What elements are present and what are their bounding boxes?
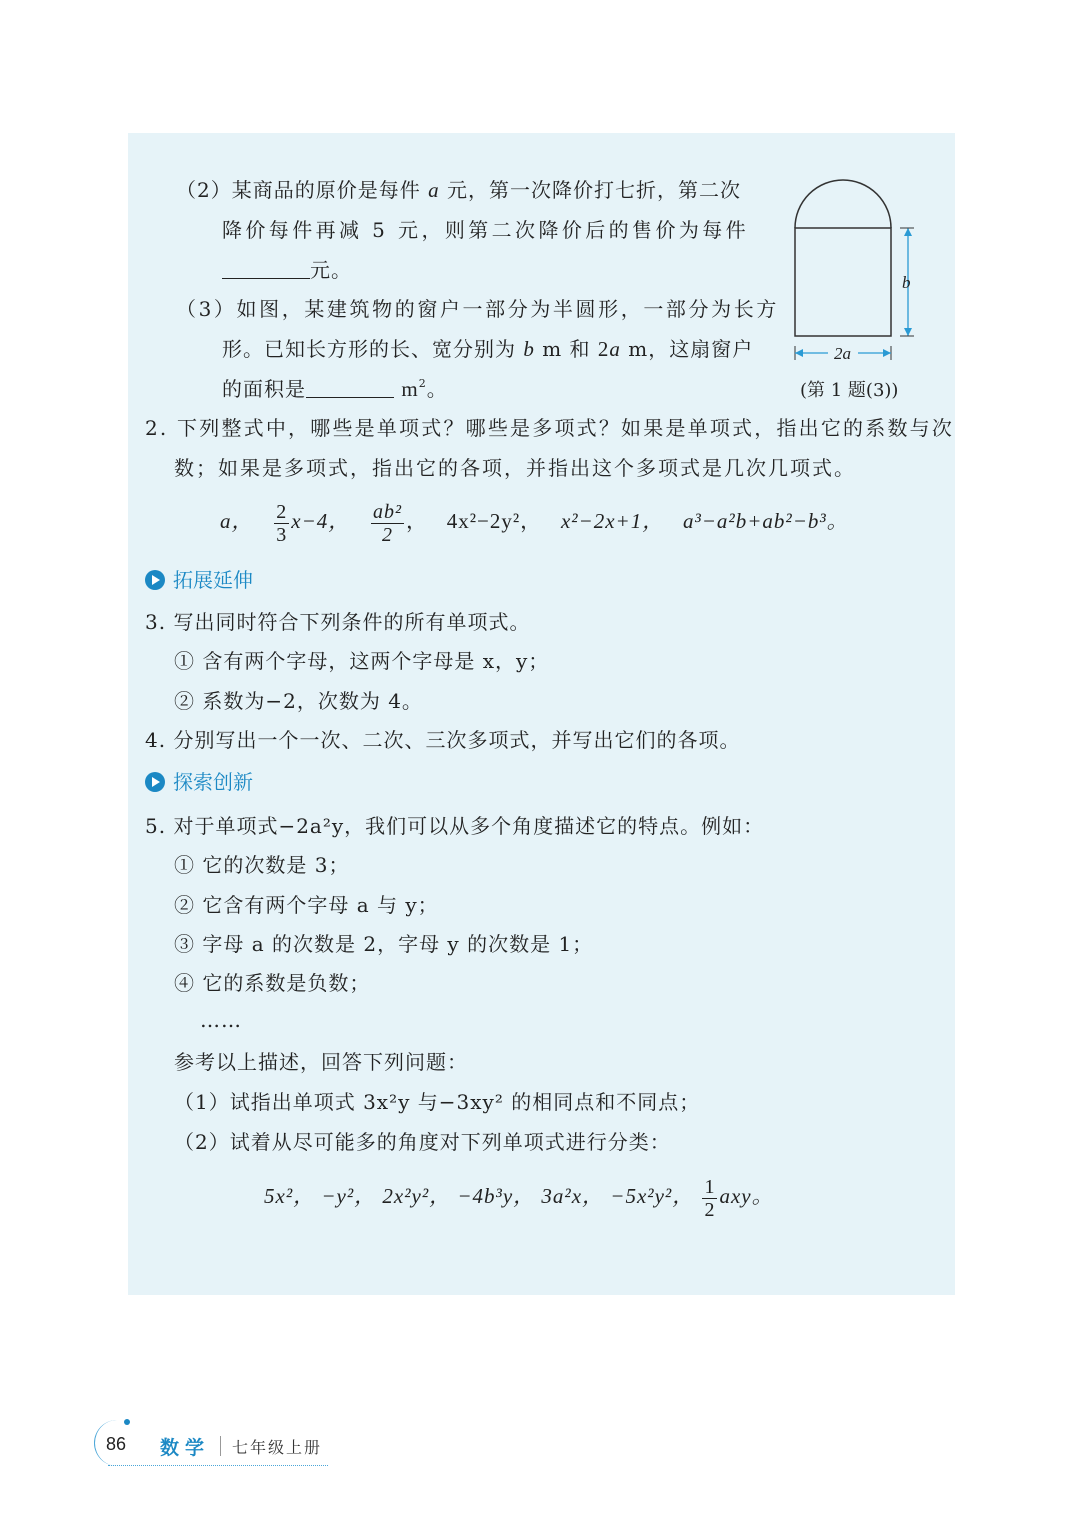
q5-item1: ① 它的次数是 3；: [174, 853, 350, 877]
q5-item3: ③ 字母 a 的次数是 2，字母 y 的次数是 1；: [174, 932, 594, 956]
play-icon: [145, 772, 165, 792]
q2-line1: 2. 下列整式中，哪些是单项式？哪些是多项式？如果是单项式，指出它的系数与次: [145, 416, 955, 440]
fraction-1-2: $\frac{1}{2}$: [704, 1175, 716, 1221]
footer-subject: 数学: [160, 1437, 211, 1459]
figure-caption: (第 1 题(3)): [800, 380, 899, 401]
q5-line1: 5. 对于单项式−2a²y，我们可以从多个角度描述它的特点。例如：: [145, 814, 765, 838]
q4-line: 4. 分别写出一个一次、二次、三次多项式，并写出它们的各项。: [145, 728, 741, 752]
q3-condition2: ② 系数为−2，次数为 4。: [174, 689, 423, 713]
window-semicircle: [795, 180, 891, 228]
page-number-dot: [124, 1419, 130, 1425]
q1-part2-line3: 元。: [222, 256, 352, 284]
q5-item2: ② 它含有两个字母 a 与 y；: [174, 893, 439, 917]
q1-part3-line3: 的面积是 $m^2$。: [222, 377, 448, 401]
dimension-b-label: b: [902, 273, 911, 292]
q5-ellipsis: ……: [200, 1008, 242, 1032]
footer-dotted-rule: [108, 1465, 328, 1466]
dimension-2a-arrow-right: [883, 349, 891, 357]
q1-part3-line2: 形。已知长方形的长、宽分别为 b m 和 2a m，这扇窗户: [222, 337, 754, 361]
fraction-ab2-2: $\frac{\text{ab²}}{2}$: [373, 500, 402, 546]
dimension-2a-arrow-left: [795, 349, 803, 357]
q5-subq2: （2）试着从尽可能多的角度对下列单项式进行分类：: [174, 1130, 671, 1154]
window-figure: [780, 170, 920, 370]
play-icon: [145, 570, 165, 590]
q5-subq1: （1）试指出单项式 3x²y 与−3xy² 的相同点和不同点；: [174, 1090, 701, 1114]
q5-reference: 参考以上描述，回答下列问题：: [174, 1050, 468, 1074]
page-number: 86: [106, 1434, 127, 1454]
q1-part3-line1: （3）如图，某建筑物的窗户一部分为半圆形，一部分为长方: [176, 297, 779, 321]
q2-line2: 数；如果是多项式，指出它的各项，并指出这个多项式是几次几项式。: [174, 456, 856, 480]
q3-condition1: ① 含有两个字母，这两个字母是 x，y；: [174, 649, 550, 673]
q5-item4: ④ 它的系数是负数；: [174, 971, 371, 995]
fraction-2-3: $\frac{2}{3}$: [276, 500, 288, 546]
section-heading-extension: 拓展延伸: [145, 566, 253, 594]
q5-monomials: 5x²， −y²， 2x²y²， −4b³y， 3a²x， −5x²y²， $\frac{1}{2}$ axy。: [264, 1175, 774, 1221]
q1-part2-line1: （2）某商品的原价是每件 a 元，第一次降价打七折，第二次: [176, 178, 741, 202]
dimension-b-arrow-top: [904, 228, 912, 236]
dimension-b-arrow-bottom: [904, 328, 912, 336]
section-heading-exploration: 探索创新: [145, 768, 253, 796]
q2-expressions: a， $\frac{2}{3}$ x−4， $\frac{\text{ab²}}{2}$ ， 4x²−2y²， x²−2x+1， a³−a²b+ab²−b³。: [220, 500, 849, 546]
q3-line1: 3. 写出同时符合下列条件的所有单项式。: [145, 610, 531, 634]
footer-separator: [220, 1436, 221, 1456]
q1-part2-line2: 降价每件再减 5 元，则第二次降价后的售价为每件: [222, 218, 750, 242]
window-rectangle: [795, 228, 891, 336]
footer-grade: 七年级上册: [232, 1438, 323, 1457]
dimension-2a-label: 2a: [834, 344, 851, 363]
